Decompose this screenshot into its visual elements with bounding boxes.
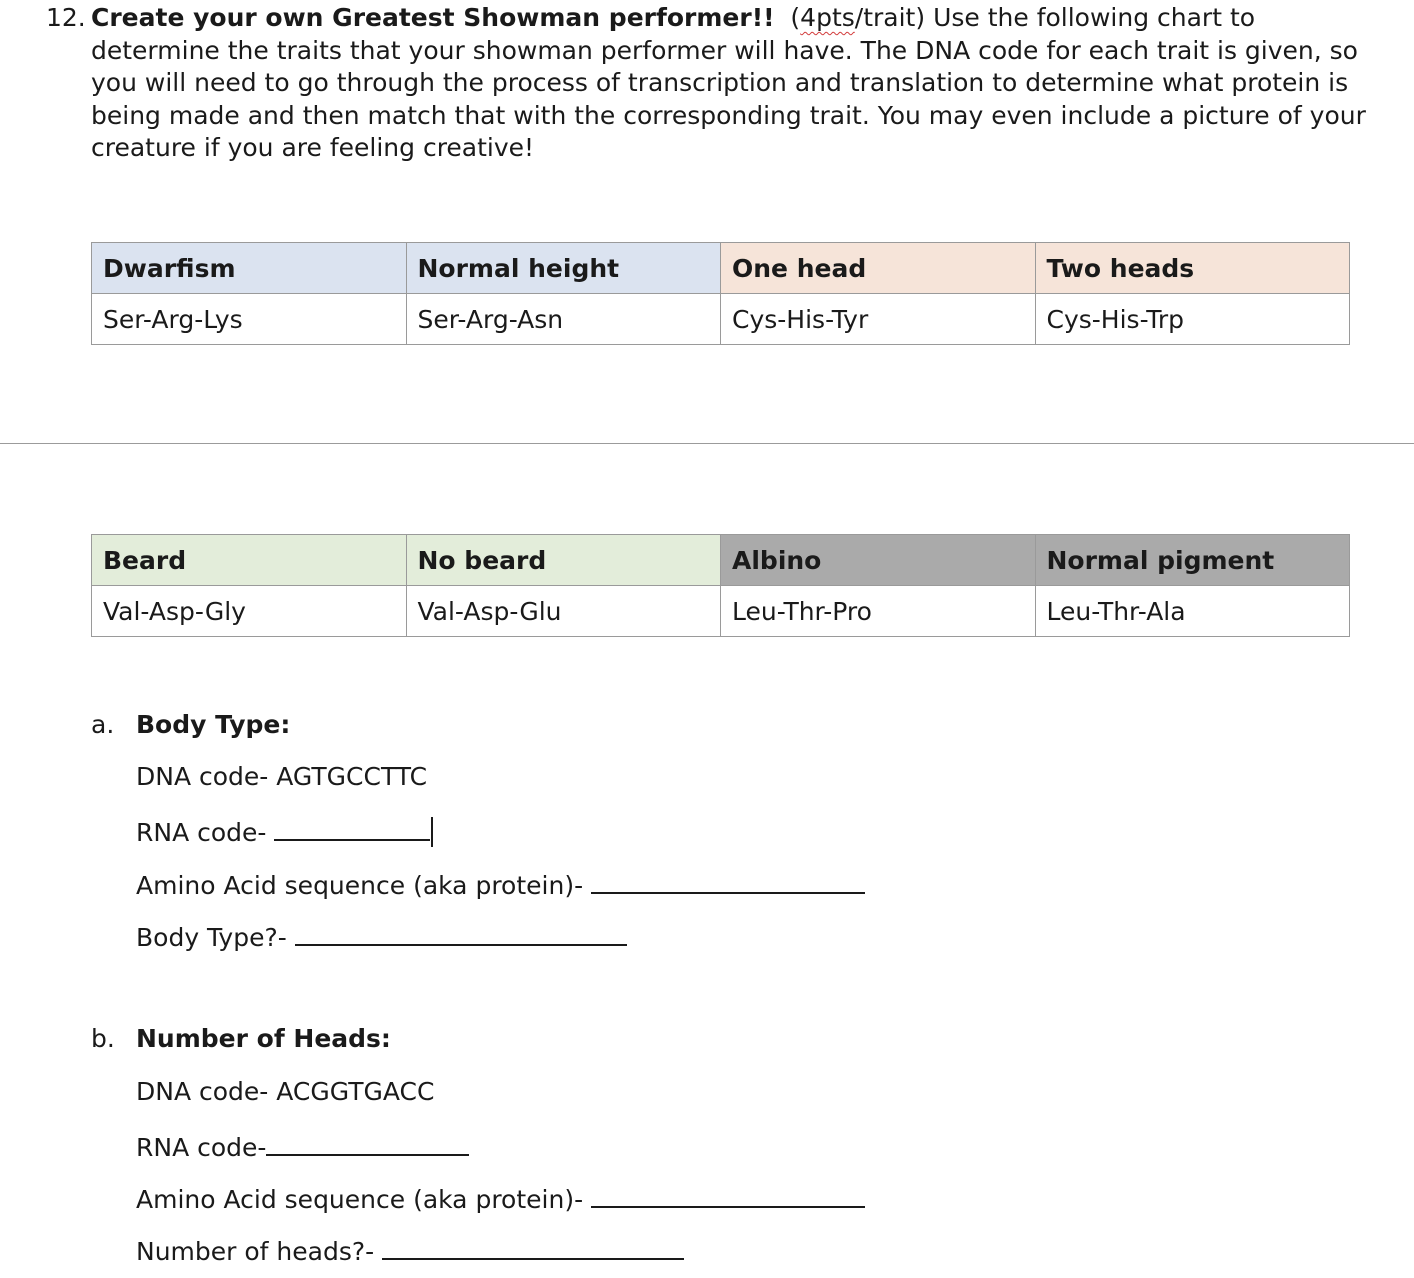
dna-code-label: DNA code- ACGGTGACC xyxy=(136,1077,435,1106)
trait-no-beard: No beard xyxy=(406,535,721,586)
amino-acid-label: Amino Acid sequence (aka protein)- xyxy=(136,1185,584,1214)
trait-dwarfism: Dwarfism xyxy=(92,243,407,294)
question-number: 12. xyxy=(46,3,86,32)
rna-code-label: RNA code- xyxy=(136,1133,267,1162)
question-block xyxy=(46,2,1376,165)
part-b-title: Number of Heads: xyxy=(136,1024,391,1053)
trait-two-heads: Two heads xyxy=(1035,243,1350,294)
page-divider xyxy=(0,443,1414,444)
points-word: 4pts xyxy=(800,3,855,32)
protein-no-beard: Val-Asp-Glu xyxy=(406,586,721,637)
protein-beard: Val-Asp-Gly xyxy=(92,586,407,637)
rna-answer-blank[interactable] xyxy=(274,815,430,841)
question-text xyxy=(91,2,1376,165)
part-b-letter: b. xyxy=(91,1024,115,1053)
table-row xyxy=(92,294,1350,345)
amino-answer-blank[interactable] xyxy=(591,1182,865,1208)
table-header-row xyxy=(92,243,1350,294)
part-a-rna xyxy=(136,815,433,847)
protein-normal-height: Ser-Arg-Asn xyxy=(406,294,721,345)
part-a-dna xyxy=(136,762,427,791)
heads-label: Number of heads?- xyxy=(136,1237,375,1266)
question-title: Create your own Greatest Showman performer!! xyxy=(91,3,775,32)
trait-beard: Beard xyxy=(92,535,407,586)
part-a-title: Body Type: xyxy=(136,710,291,739)
body-type-answer-blank[interactable] xyxy=(295,920,627,946)
protein-one-head: Cys-His-Tyr xyxy=(721,294,1036,345)
text-cursor xyxy=(431,817,433,847)
protein-two-heads: Cys-His-Trp xyxy=(1035,294,1350,345)
rna-answer-blank[interactable] xyxy=(266,1130,469,1156)
table-header-row xyxy=(92,535,1350,586)
part-a-letter: a. xyxy=(91,710,115,739)
protein-dwarfism: Ser-Arg-Lys xyxy=(92,294,407,345)
part-a-answer xyxy=(136,920,627,952)
points-close: /trait) xyxy=(854,3,926,32)
part-b-rna xyxy=(136,1130,469,1162)
protein-normal-pigment: Leu-Thr-Ala xyxy=(1035,586,1350,637)
body-type-label: Body Type?- xyxy=(136,923,287,952)
amino-acid-label: Amino Acid sequence (aka protein)- xyxy=(136,871,584,900)
trait-albino: Albino xyxy=(721,535,1036,586)
protein-albino: Leu-Thr-Pro xyxy=(721,586,1036,637)
dna-code-label: DNA code- AGTGCCTTC xyxy=(136,762,428,791)
trait-one-head: One head xyxy=(721,243,1036,294)
table-row xyxy=(92,586,1350,637)
heads-answer-blank[interactable] xyxy=(382,1234,684,1260)
part-b-dna xyxy=(136,1077,434,1106)
points-open: ( xyxy=(790,3,801,32)
traits-table-1 xyxy=(91,242,1350,345)
amino-answer-blank[interactable] xyxy=(591,868,865,894)
part-a-amino xyxy=(136,868,865,900)
part-b-answer xyxy=(136,1234,684,1266)
traits-table-2 xyxy=(91,534,1350,637)
rna-code-label: RNA code- xyxy=(136,818,267,847)
trait-normal-height: Normal height xyxy=(406,243,721,294)
question-instructions: Use the following chart to determine the traits that your showman performer will have. The DNA code for each trait is given, so you will need to go through the process of transcription and translation to determine what protein is being made and then match that with the corresponding trait. You may even include a picture of your creature if you are feeling creative! xyxy=(91,3,1366,162)
trait-normal-pigment: Normal pigment xyxy=(1035,535,1350,586)
part-b-amino xyxy=(136,1182,865,1214)
